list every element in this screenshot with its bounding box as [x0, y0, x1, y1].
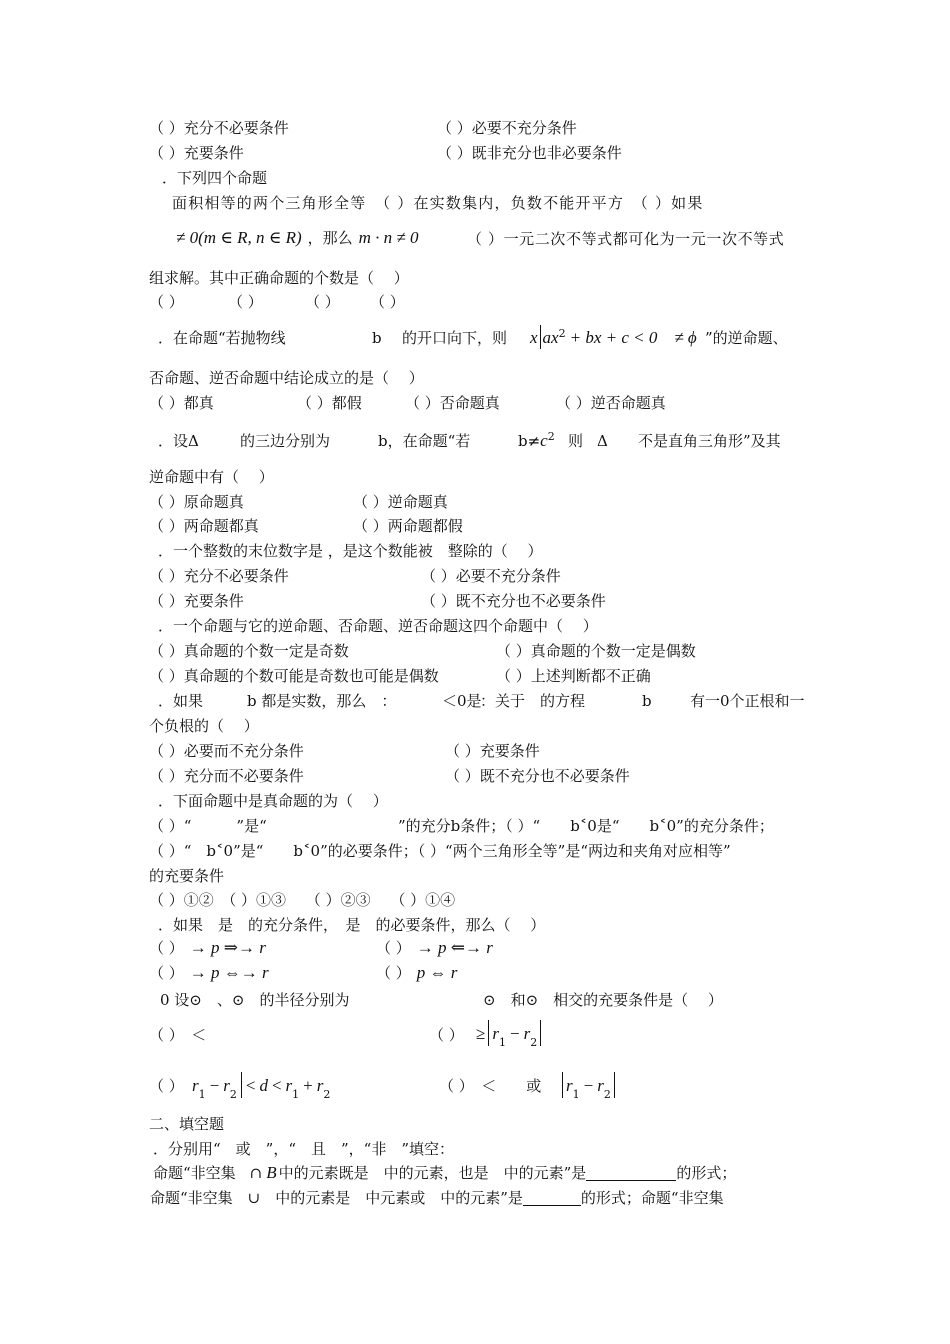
- question-text: ：关于 的方程: [480, 692, 586, 710]
- question-text: （ ）“ ”是“: [149, 817, 267, 835]
- math-expression: c: [540, 431, 548, 450]
- text-fragment: 命题“非空集: [153, 1164, 236, 1182]
- question-text: 否命题、逆否命题中结论成立的是（ ）: [149, 369, 424, 387]
- question-text: ”的充分b条件；（ ）“ b˂0是“ b˂0”的充分条件；: [398, 817, 774, 835]
- question-text: ．如果: [158, 692, 204, 710]
- choice-c: （ ）充分而不必要条件: [149, 767, 304, 785]
- text-fragment: b≠: [518, 432, 541, 450]
- text-fragment: 中的元素既是 中的元素，也是 中的元素”是: [278, 1164, 587, 1182]
- math-expression: $r_1 - r_2$: [562, 1072, 615, 1098]
- question-text: （ ）一元二次不等式都可化为一元一次不等式: [467, 230, 785, 248]
- answer-choices-row: （ ）①② （ ）①③ （ ）②③ （ ）①④: [149, 891, 456, 909]
- math-expression: → p ⇔→ r: [189, 963, 269, 982]
- question-text: ．设Δ: [158, 432, 199, 450]
- question-text: [150, 1188, 724, 1208]
- choice-c: （ ）充要条件: [149, 592, 244, 610]
- math-expression: + bx + c < 0 ≠ ϕ: [569, 328, 697, 347]
- choice-b: （ ）都假: [297, 394, 362, 412]
- choice-a: （ ）: [149, 293, 184, 311]
- question-text: [153, 1163, 736, 1183]
- exponent: 2: [558, 327, 566, 340]
- text-fragment: b: [642, 692, 652, 710]
- text-fragment: ，那么: [307, 229, 353, 247]
- question-heading: ．下列四个命题: [162, 169, 268, 187]
- choice-a: [149, 938, 266, 958]
- question-text: ．如果 是 的充分条件， 是 的必要条件，那么（ ）: [158, 916, 546, 934]
- text-fragment: 的形式；命题“非空集: [580, 1189, 724, 1207]
- text-fragment: 的形式；: [676, 1164, 737, 1182]
- math-expression: p ⇔ r: [416, 963, 458, 982]
- question-text: 的充要条件: [149, 867, 225, 885]
- choice-d: （ ） ＜ 或: [439, 1077, 542, 1095]
- choice-a: （ ）真命题的个数一定是奇数: [149, 642, 349, 660]
- question-text: ．分别用“ 或 ”，“ 且 ”，“非 ”填空：: [153, 1140, 455, 1158]
- fill-blank-2[interactable]: [523, 1189, 581, 1206]
- choice-a: （ ）充分不必要条件: [149, 567, 289, 585]
- question-text: 不是直角三角形”及其: [638, 432, 781, 450]
- text-fragment: 则: [568, 432, 584, 450]
- choice-b: （ ）真命题的个数一定是偶数: [496, 642, 696, 660]
- math-expression: ≠ 0(m ∈ R, n ∈ R): [176, 228, 302, 247]
- math-expression: ax: [542, 328, 559, 347]
- choice-label: （ ）: [376, 964, 411, 982]
- math-set: [530, 325, 697, 350]
- choice-a: （ ） ＜: [149, 1026, 207, 1044]
- question-text: ．在命题“若抛物线: [158, 329, 286, 347]
- choice-c: （ ）两命题都真: [149, 517, 259, 535]
- choice-c-label: （ ）: [149, 1077, 184, 1095]
- text-fragment: Δ: [597, 432, 608, 450]
- choice-d: [376, 963, 457, 983]
- choice-b: （ ）充要条件: [445, 742, 540, 760]
- choice-d: （ ）既非充分也非必要条件: [437, 144, 622, 162]
- question-text: 个负根的（ ）: [149, 717, 259, 735]
- choice-b: （ ）逆命题真: [353, 493, 448, 511]
- text-fragment: [518, 431, 555, 453]
- choice-b: （ ）: [429, 1026, 464, 1044]
- exponent: 2: [547, 430, 555, 443]
- question-text: （ ）“ b˂0”是“ b˂0”的必要条件；（ ）“两个三角形全等”是“两边和夹角对应相等”: [149, 842, 731, 860]
- math-expression: m · n ≠ 0: [358, 228, 419, 247]
- choice-c: （ ）真命题的个数可能是奇数也可能是偶数: [149, 667, 439, 685]
- choice-d: （ ）既不充分也不必要条件: [445, 767, 630, 785]
- question-text: 0 设⊙ 、⊙ 的半径分别为: [160, 991, 350, 1009]
- text-fragment: ∩: [249, 1164, 263, 1182]
- question-text: 的三边分别为: [240, 432, 331, 450]
- math-expression: $r_1 - r_2 < d < r_1 + r_2$: [192, 1072, 330, 1098]
- math-expression: ≥ $r_1 - r_2$: [476, 1020, 541, 1046]
- choice-d: （ ）既不充分也不必要条件: [421, 592, 606, 610]
- choice-d: （ ）上述判断都不正确: [496, 667, 651, 685]
- math-expression: B: [266, 1163, 277, 1182]
- choice-label: （ ）: [376, 939, 411, 957]
- text-fragment: 命题“非空集 ∪ 中的元素是 中元素或 中的元素”是: [150, 1189, 523, 1207]
- question-text: ”的逆命题、: [705, 329, 788, 347]
- choice-c: （ ）充要条件: [149, 144, 244, 162]
- choice-d: （ ）逆否命题真: [556, 394, 666, 412]
- question-text: 面积相等的两个三角形全等 （ ）在实数集内，负数不能开平方 （ ）如果: [172, 194, 704, 212]
- question-text: 有一0个正根和一: [690, 692, 805, 710]
- question-text: 逆命题中有（ ）: [149, 468, 274, 486]
- choice-c: （ ）: [305, 293, 340, 311]
- choice-b: （ ）: [228, 293, 263, 311]
- text-fragment: ＜0是: [442, 692, 482, 710]
- question-text: ⊙ 和⊙ 相交的充要条件是（ ）: [483, 991, 723, 1009]
- question-text: 组求解。其中正确命题的个数是（ ）: [149, 269, 409, 287]
- choice-b: （ ）必要不充分条件: [421, 567, 561, 585]
- choice-d: （ ）两命题都假: [353, 517, 463, 535]
- choice-a: （ ）都真: [149, 394, 214, 412]
- choice-label: （ ）: [149, 939, 184, 957]
- fill-blank-1[interactable]: [586, 1164, 676, 1181]
- text-fragment: b: [372, 329, 382, 347]
- choice-d: （ ）: [370, 293, 405, 311]
- choice-label: （ ）: [149, 964, 184, 982]
- choice-a: （ ）充分不必要条件: [149, 119, 289, 137]
- question-text: b，在命题“若: [378, 432, 471, 450]
- choice-b: [376, 938, 493, 958]
- choice-c: [149, 963, 269, 983]
- choice-b: （ ）必要不充分条件: [437, 119, 577, 137]
- question-text: b 都是实数，那么 ：: [247, 692, 397, 710]
- question-text: 的开口向下，则: [402, 329, 508, 347]
- choice-a: （ ）原命题真: [149, 493, 244, 511]
- choice-a: （ ）必要而不充分条件: [149, 742, 304, 760]
- question-text: ．下面命题中是真命题的为（ ）: [158, 792, 388, 810]
- question-text: ．一个命题与它的逆命题、否命题、逆否命题这四个命题中（ ）: [158, 617, 598, 635]
- question-text: ．一个整数的末位数字是 ，是这个数能被 整除的（ ）: [158, 542, 543, 560]
- math-expression: → p ⇐→ r: [416, 938, 493, 957]
- section-heading: 二、填空题: [149, 1115, 225, 1133]
- choice-c: （ ）否命题真: [405, 394, 500, 412]
- math-expression: → p ⇒→ r: [189, 938, 266, 957]
- question-math-line: [176, 228, 419, 248]
- math-expression: x: [530, 328, 538, 347]
- set-divider: [540, 325, 541, 349]
